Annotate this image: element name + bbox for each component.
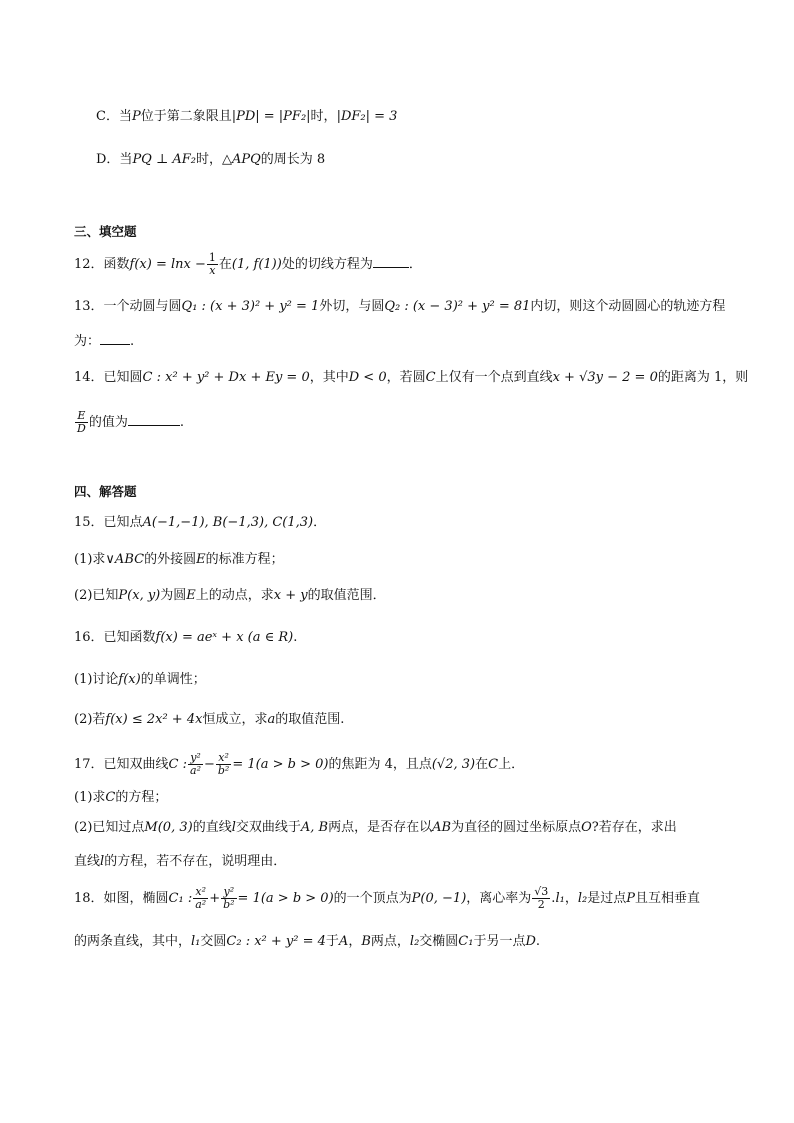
text: 的单调性； [140, 672, 206, 687]
question-15-part-1 [74, 550, 284, 570]
text: 两点， [370, 934, 410, 949]
fraction [221, 886, 236, 911]
math-l1: l₁ [555, 891, 565, 906]
math-function: f(x) = lnx − [129, 257, 206, 272]
fraction [75, 410, 88, 435]
text: 直线 [74, 854, 101, 869]
math-e: E [186, 588, 196, 603]
text: 的方程，若不存在，说明理由． [104, 854, 287, 869]
question-17-part-2 [74, 818, 677, 838]
question-18-line-2 [74, 932, 540, 952]
text: 的一个顶点为 [333, 891, 412, 906]
text: 外切，与圆 [319, 299, 385, 314]
math-a: a [267, 712, 276, 727]
math-point: (1, f(1)) [231, 257, 282, 272]
math-o: O [581, 820, 592, 835]
math-c: C [105, 790, 116, 805]
question-13-line-2 [74, 332, 134, 352]
text: 位于第二象限且 [140, 109, 232, 124]
math-condition: |PD| = |PF₂| [231, 109, 311, 124]
math-c: C [425, 370, 436, 385]
math-l1: l₁ [191, 934, 201, 949]
text: ． [313, 515, 327, 530]
math-b: B [361, 934, 371, 949]
math-inequality: f(x) ≤ 2x² + 4x [105, 712, 203, 727]
question-16-part-2 [74, 710, 344, 730]
text: 的直线 [192, 820, 232, 835]
text: 恒成立，求 [202, 712, 268, 727]
math-condition: = 1(a > b > 0) [237, 891, 334, 906]
text: 的方程； [115, 790, 168, 805]
fraction [216, 752, 231, 777]
text: 为： [74, 334, 101, 349]
section-heading-solutions: 四、解答题 [74, 484, 137, 499]
question-15-part-2 [74, 586, 386, 606]
q15-prefix: 15．已知点 [74, 515, 143, 530]
text: 上． [498, 757, 525, 772]
fraction-denominator: a² [195, 898, 207, 911]
text: . [130, 334, 135, 349]
math-d: D [525, 934, 536, 949]
text: 的周长为 8 [260, 152, 326, 167]
math-condition: D < 0 [348, 370, 387, 385]
fraction-denominator: 2 [537, 898, 545, 911]
math-segment: AB [432, 820, 452, 835]
fraction-numerator: 1 [208, 251, 216, 264]
text: ?若存在，求出 [591, 820, 677, 835]
math-result: |DF₂| = 3 [336, 109, 398, 124]
math-p: P [626, 891, 635, 906]
text: 为直径的圆过坐标原点 [451, 820, 582, 835]
text: 为圆 [160, 588, 187, 603]
fraction-denominator: b² [217, 764, 230, 777]
fraction [207, 252, 218, 277]
question-14 [74, 368, 748, 388]
math-point: P(0, −1) [411, 891, 467, 906]
text: ， [564, 891, 578, 906]
answer-blank [100, 334, 130, 345]
question-16-part-1 [74, 670, 206, 690]
fraction-numerator: E [75, 410, 88, 423]
math-e: E [196, 552, 206, 567]
fraction-numerator: y² [221, 886, 236, 899]
text: 在 [218, 257, 232, 272]
text: 是过点 [587, 891, 627, 906]
fraction-numerator: x² [216, 752, 231, 765]
text: 两点，是否存在以 [328, 820, 433, 835]
q18-prefix: 18．如图，椭圆 [74, 891, 169, 906]
fraction-numerator: x² [193, 886, 208, 899]
math-triangle: ∨ABC [105, 552, 145, 567]
q12-prefix: 12．函数 [74, 257, 130, 272]
math-function: f(x) [118, 672, 141, 687]
math-condition: PQ ⊥ AF₂ [132, 152, 196, 167]
math-circle: C : x² + y² + Dx + Ey = 0 [142, 370, 310, 385]
question-18 [74, 886, 700, 911]
math-circle-1: Q₁ : (x + 3)² + y² = 1 [181, 299, 320, 314]
option-d [96, 150, 325, 170]
text: (2)已知 [74, 588, 119, 603]
math-c: C : [168, 757, 188, 772]
math-ellipse-c1: C₁ [458, 934, 474, 949]
option-c-label: C．当 [96, 109, 132, 124]
math-ellipse: C₁ : [168, 891, 193, 906]
math-l2: l₂ [409, 934, 420, 949]
q13-prefix: 13．一个动圆与圆 [74, 299, 182, 314]
text: 的标准方程； [205, 552, 284, 567]
math-expression: x + y [273, 588, 308, 603]
text: 的距离为 1，则 [657, 370, 749, 385]
text: 上的动点，求 [195, 588, 274, 603]
fraction [532, 886, 550, 911]
text: 于 [325, 934, 339, 949]
text: ， [348, 934, 362, 949]
text: (1)求 [74, 790, 106, 805]
text: 的值为 [88, 415, 128, 430]
math-point: M(0, 3) [144, 820, 193, 835]
fraction-denominator: a² [190, 764, 201, 777]
text: 交双曲线于 [235, 820, 301, 835]
fraction [193, 886, 208, 911]
question-15 [74, 513, 326, 533]
question-12 [74, 252, 422, 277]
text: 时， [195, 152, 222, 167]
text: . [535, 934, 541, 949]
text: ，离心率为 [466, 891, 532, 906]
question-17-part-1 [74, 788, 167, 808]
text: (1)讨论 [74, 672, 119, 687]
question-13 [74, 297, 725, 317]
math-point: (√2, 3) [431, 757, 476, 772]
text: 内切，则这个动圆圆心的轨迹方程 [530, 299, 726, 314]
text: 在 [475, 757, 489, 772]
text: ，其中 [309, 370, 349, 385]
text: ，若圆 [386, 370, 426, 385]
answer-blank [128, 415, 180, 426]
q16-prefix: 16．已知函数 [74, 630, 156, 645]
section-heading-fill-blank: 三、填空题 [74, 224, 137, 239]
math-point: P(x, y) [118, 588, 161, 603]
math-circle-2: Q₂ : (x − 3)² + y² = 81 [384, 299, 531, 314]
q17-prefix: 17．已知双曲线 [74, 757, 169, 772]
question-14-line-2 [74, 410, 184, 435]
math-p: P [131, 109, 141, 124]
text: 的外接圆 [144, 552, 197, 567]
text: 的两条直线，其中， [74, 934, 192, 949]
math-line: x + √3y − 2 = 0 [552, 370, 658, 385]
fraction [188, 752, 203, 777]
text: 且互相垂直 [634, 891, 700, 906]
math-circle: C₂ : x² + y² = 4 [226, 934, 326, 949]
math-triangle: △APQ [221, 152, 261, 167]
text: (1)求 [74, 552, 106, 567]
text: 于另一点 [473, 934, 526, 949]
math-ab: A, B [300, 820, 329, 835]
math-l: l [100, 854, 105, 869]
math-condition: = 1(a > b > 0) [232, 757, 329, 772]
question-16 [74, 628, 297, 648]
fraction-denominator: x [209, 264, 216, 277]
text: (2)已知过点 [74, 820, 145, 835]
q14-prefix: 14．已知圆 [74, 370, 143, 385]
text: 交椭圆 [419, 934, 459, 949]
math-operator: − [203, 757, 215, 772]
fraction-denominator: b² [223, 898, 235, 911]
text: 上仅有一个点到直线 [435, 370, 553, 385]
text: . [293, 630, 298, 645]
question-17 [74, 752, 524, 777]
text: ． [408, 257, 422, 272]
math-points: A(−1,−1), B(−1,3), C(1,3) [142, 515, 314, 530]
text: (2)若 [74, 712, 106, 727]
math-function: f(x) = aeˣ + x (a ∈ R) [155, 630, 294, 645]
fraction-denominator: D [77, 422, 86, 435]
math-c: C [488, 757, 499, 772]
answer-blank [373, 257, 409, 268]
text: 时， [310, 109, 337, 124]
fraction-numerator: y² [188, 752, 203, 765]
text: 的取值范围． [307, 588, 386, 603]
math-l2: l₂ [577, 891, 588, 906]
text: . [551, 891, 556, 906]
text: 的焦距为 4，且点 [328, 757, 432, 772]
text: 的取值范围. [275, 712, 345, 727]
option-d-label: D．当 [96, 152, 133, 167]
fraction-numerator: √3 [534, 885, 549, 898]
math-operator: + [209, 891, 221, 906]
text: 处的切线方程为 [281, 257, 373, 272]
text: . [179, 415, 184, 430]
question-17-part-2-line-2 [74, 852, 286, 872]
math-l: l [231, 820, 236, 835]
math-a: A [338, 934, 349, 949]
option-c [96, 107, 397, 127]
text: 交圆 [200, 934, 227, 949]
